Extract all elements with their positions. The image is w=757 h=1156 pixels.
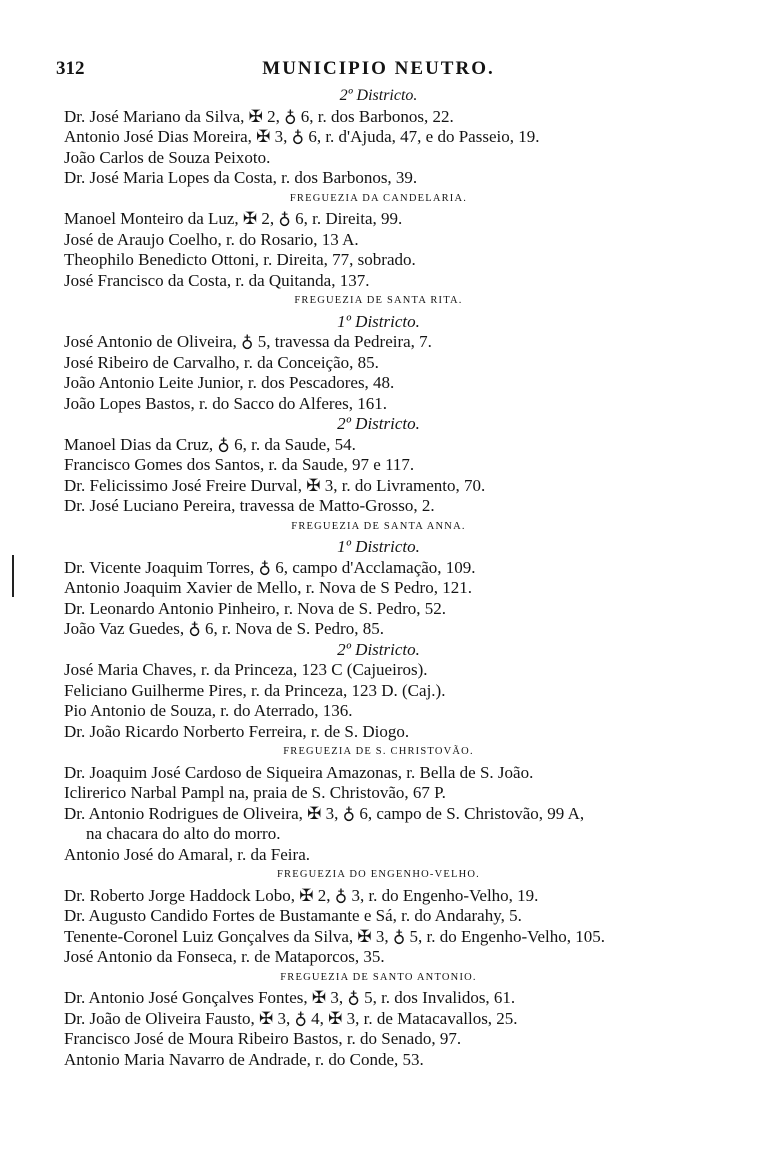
entry-line: João Antonio Leite Junior, r. dos Pescadores, 48. (64, 373, 395, 392)
district-heading: 1º Districto. (337, 311, 420, 331)
entry-line: Dr. Antonio José Gonçalves Fontes, ✠ 3, ♁ 5, r. dos Invalidos, 61. (64, 988, 516, 1007)
margin-mark (12, 555, 14, 597)
entry-line: João Lopes Bastos, r. do Sacco do Alferes, 161. (64, 393, 387, 413)
entry-line: Dr. Augusto Candido Fortes de Bustamante e Sá, r. do Andarahy, 5. (64, 906, 522, 925)
entry-line: Feliciano Guilherme Pires, r. da Princeza, 123 D. (Caj.). (64, 680, 446, 700)
parish-heading: FREGUEZIA DE SANTO ANTONIO. (280, 971, 477, 983)
entry-line: Manoel Monteiro da Luz, ✠ 2, ♁ 6, r. Direita, 99. (64, 209, 403, 228)
entry-line: José Antonio de Oliveira, ♁ 5, travessa da Pedreira, 7. (64, 332, 432, 351)
entry-line: Antonio Joaquim Xavier de Mello, r. Nova de S Pedro, 121. (64, 578, 472, 597)
district-heading: 2º Districto. (337, 639, 420, 659)
district-heading: 1º Districto. (337, 537, 420, 556)
entry-line: João Carlos de Souza Peixoto. (64, 147, 271, 167)
parish-heading: FREGUEZIA DO ENGENHO-VELHO. (276, 869, 480, 880)
entry-line: Theophilo Benedicto Ottoni, r. Direita, 77, sobrado. (64, 250, 416, 269)
entry-line: Francisco José de Moura Ribeiro Bastos, r. do Senado, 97. (64, 1029, 462, 1048)
entry-line: Tenente-Coronel Luiz Gonçalves da Silva, ✠ 3, ♁ 5, r. do Engenho-Velho, 105. (64, 926, 606, 946)
entry-line: Dr. Vicente Joaquim Torres, ♁ 6, campo d'Acclamação, 109. (64, 557, 476, 577)
entry-line: Antonio José Dias Moreira, ✠ 3, ♁ 6, r. d'Ajuda, 47, e do Passeio, 19. (64, 127, 540, 146)
entry-line: Antonio José do Amaral, r. da Feira. (64, 844, 310, 864)
entry-line: Dr. José Maria Lopes da Costa, r. dos Barbonos, 39. (64, 168, 418, 187)
entry-line: Dr. Leonardo Antonio Pinheiro, r. Nova de S. Pedro, 52. (64, 598, 446, 618)
running-header (0, 58, 757, 84)
entry-line: Dr. João de Oliveira Fausto, ✠ 3, ♁ 4, ✠ 3, r. de Matacavallos, 25. (64, 1008, 518, 1028)
entry-line: Dr. Felicissimo José Freire Durval, ✠ 3, r. do Livramento, 70. (64, 475, 486, 495)
entry-line: Dr. Antonio Rodrigues de Oliveira, ✠ 3, ♁ 6, campo de S. Christovão, 99 A, (64, 803, 585, 823)
entry-line: Dr. José Mariano da Silva, ✠ 2, ♁ 6, r. dos Barbonos, 22. (64, 106, 454, 126)
page-number: 312 (56, 58, 85, 79)
entry-line: José Ribeiro de Carvalho, r. da Conceição, 85. (64, 352, 379, 372)
parish-heading: FREGUEZIA DA CANDELARIA. (289, 192, 468, 204)
entry-continuation: na chacara do alto do morro. (86, 824, 281, 843)
parish-heading: FREGUEZIA DE S. CHRISTOVÃO. (283, 746, 474, 757)
entry-line: José Francisco da Costa, r. da Quitanda, 137. (64, 270, 370, 290)
entry-line: Manoel Dias da Cruz, ♁ 6, r. da Saude, 54. (64, 434, 356, 454)
page-title: MUNICIPIO NEUTRO. (262, 58, 495, 79)
parish-heading: FREGUEZIA DE SANTA RITA. (294, 295, 463, 306)
entry-line: Pio Antonio de Souza, r. do Aterrado, 136. (64, 701, 353, 720)
entry-line: José de Araujo Coelho, r. do Rosario, 13 A. (64, 229, 359, 249)
entry-line: Dr. José Luciano Pereira, travessa de Matto-Grosso, 2. (64, 496, 435, 515)
entry-line: José Maria Chaves, r. da Princeza, 123 C (Cajueiros). (64, 660, 428, 679)
entry-line: Dr. Roberto Jorge Haddock Lobo, ✠ 2, ♁ 3, r. do Engenho-Velho, 19. (64, 885, 539, 905)
entry-line: Dr. João Ricardo Norberto Ferreira, r. de S. Diogo. (64, 721, 410, 741)
district-heading: 2º Districto. (337, 414, 420, 433)
directory-listing (0, 86, 757, 1070)
parish-heading: FREGUEZIA DE SANTA ANNA. (291, 520, 466, 532)
entry-line: Iclirerico Narbal Pampl na, praia de S. Christovão, 67 P. (64, 783, 446, 802)
entry-line: Antonio Maria Navarro de Andrade, r. do Conde, 53. (64, 1049, 424, 1069)
entry-line: João Vaz Guedes, ♁ 6, r. Nova de S. Pedro, 85. (64, 619, 384, 638)
entry-line: Francisco Gomes dos Santos, r. da Saude, 97 e 117. (64, 455, 415, 474)
district-heading: 2º Districto. (339, 87, 418, 104)
entry-line: José Antonio da Fonseca, r. de Mataporcos, 35. (64, 947, 385, 966)
entry-line: Dr. Joaquim José Cardoso de Siqueira Amazonas, r. Bella de S. João. (64, 762, 534, 782)
